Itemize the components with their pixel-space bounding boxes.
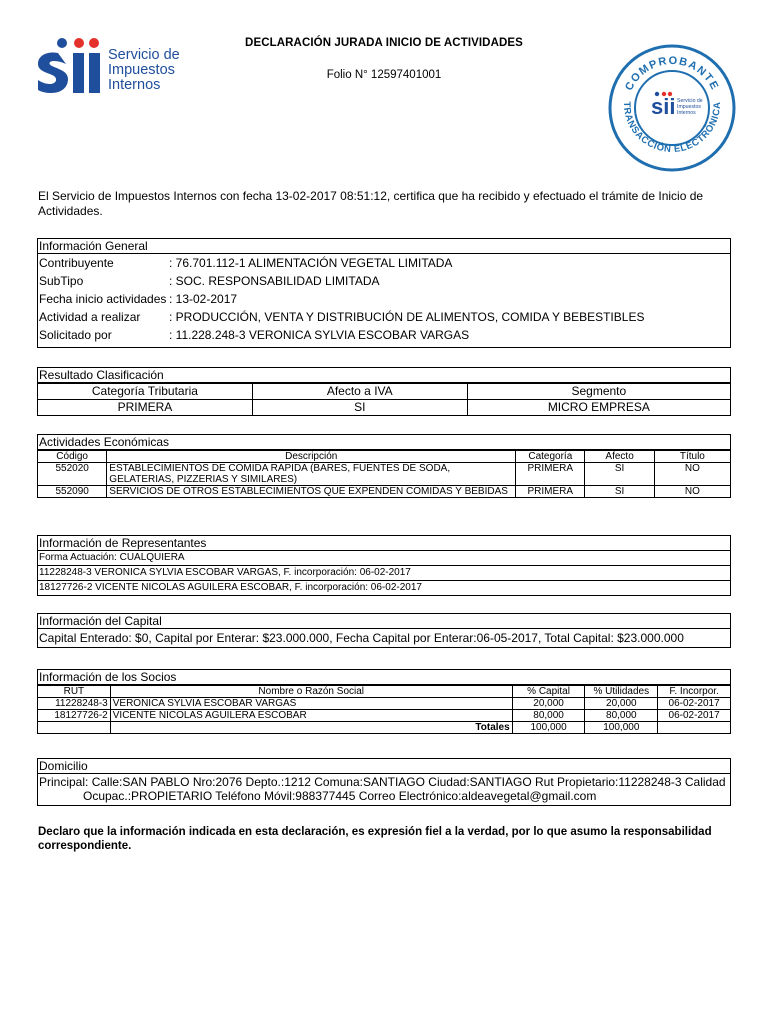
svg-text:sii: sii — [651, 94, 676, 119]
col-fecha: F. Incorpor. — [658, 686, 731, 698]
domicilio-header: Domicilio — [38, 759, 730, 774]
list-item: 11228248-3 VERONICA SYLVIA ESCOBAR VARGAS, F. incorporación: 06-02-2017 — [38, 566, 730, 581]
intro-paragraph: El Servicio de Impuestos Internos con fecha 13-02-2017 08:51:12, certifica que ha recibido y efectuado el trámite de Inicio de Actividades. — [38, 189, 704, 218]
domicilio-line1: Principal: Calle:SAN PABLO Nro:2076 Depto.:1212 Comuna:SANTIAGO Ciudad:SANTIAGO Rut Propietario:11228248-3 Calidad — [39, 775, 726, 789]
seal-logo-line2: Impuestos — [677, 104, 701, 110]
totales-row — [38, 722, 731, 734]
clasificacion-section — [37, 367, 731, 416]
socios-header: Información de los Socios — [38, 670, 730, 685]
list-item: 18127726-2 VICENTE NICOLAS AGUILERA ESCOBAR, F. incorporación: 06-02-2017 — [39, 582, 422, 593]
col-utilidades: % Utilidades — [585, 686, 658, 698]
table-row: 11228248-3 VERONICA SYLVIA ESCOBAR VARGAS 20,000 20,000 06-02-2017 — [38, 698, 731, 710]
col-afecto-iva: Afecto a IVA — [252, 384, 467, 400]
general-row: SubTipo : SOC. RESPONSABILIDAD LIMITADA — [39, 274, 380, 288]
clasificacion-table — [37, 383, 731, 416]
logo-line2: Impuestos — [108, 62, 175, 78]
total-capital: 100,000 — [512, 722, 585, 734]
seal-logo-line3: Internos — [677, 110, 696, 116]
socios-section — [37, 669, 731, 734]
totales-label: Totales — [110, 722, 512, 734]
table-row: 552090 SERVICIOS DE OTROS ESTABLECIMIENTOS QUE EXPENDEN COMIDAS Y BEBIDAS PRIMERA SI NO — [38, 486, 731, 498]
col-rut: RUT — [38, 686, 111, 698]
seal-top-text: COMPROBANTE — [623, 54, 721, 93]
col-codigo: Código — [38, 451, 107, 463]
folio-number: Folio N° 12597401001 — [326, 69, 442, 81]
general-row: Actividad a realizar : PRODUCCIÓN, VENTA Y DISTRIBUCIÓN DE ALIMENTOS, COMIDA Y BEBESTIBLES — [39, 310, 645, 324]
logo-line1: Servicio de — [108, 47, 180, 63]
general-row: Contribuyente : 76.701.112-1 ALIMENTACIÓN VEGETAL LIMITADA — [39, 256, 453, 270]
socios-table — [37, 685, 731, 734]
representantes-header: Información de Representantes — [38, 536, 730, 551]
seal-bottom-text: TRANSACCIÓN ELECTRÓNICA — [620, 101, 724, 156]
table-row: 552020 ESTABLECIMIENTOS DE COMIDA RAPIDA (BARES, FUENTES DE SODA, GELATERIAS, PIZZERIAS Y SIMILARES) PRIMERA SI NO — [38, 463, 731, 486]
col-descripcion: Descripción — [107, 451, 516, 463]
col-segmento: Segmento — [467, 384, 730, 400]
cell-segmento: MICRO EMPRESA — [467, 400, 730, 416]
col-categoria: Categoría — [516, 451, 585, 463]
document-title: DECLARACIÓN JURADA INICIO DE ACTIVIDADES — [245, 37, 523, 49]
domicilio-section — [37, 758, 731, 806]
table-row: 18127726-2 VICENTE NICOLAS AGUILERA ESCOBAR 80,000 80,000 06-02-2017 — [38, 710, 731, 722]
actividades-table — [37, 450, 731, 498]
clasificacion-header: Resultado Clasificación — [38, 368, 730, 383]
actividades-header: Actividades Económicas — [38, 435, 730, 450]
col-afecto: Afecto — [585, 451, 654, 463]
cell-categoria: PRIMERA — [38, 400, 253, 416]
col-categoria-tributaria: Categoría Tributaria — [38, 384, 253, 400]
comprobante-seal — [608, 44, 736, 172]
total-utilidades: 100,000 — [585, 722, 658, 734]
list-item: Forma Actuación: CUALQUIERA — [38, 551, 730, 566]
actividades-section — [37, 434, 731, 498]
seal-icon — [608, 44, 736, 172]
declaration-statement: Declaro que la información indicada en esta declaración, es expresión fiel a la verdad, por lo que asumo la responsabilidad correspondiente. — [38, 826, 712, 852]
seal-logo-line1: Servicio de — [677, 98, 703, 104]
general-info-header: Información General — [38, 239, 730, 254]
general-row: Fecha inicio actividades : 13-02-2017 — [39, 292, 238, 306]
representantes-section — [37, 535, 731, 596]
col-capital: % Capital — [512, 686, 585, 698]
col-titulo: Título — [654, 451, 730, 463]
general-info-section — [37, 238, 731, 348]
col-nombre: Nombre o Razón Social — [110, 686, 512, 698]
capital-section — [37, 613, 731, 648]
capital-header: Información del Capital — [38, 614, 730, 629]
svg-text:COMPROBANTE — [623, 55, 721, 93]
cell-afecto: SI — [252, 400, 467, 416]
capital-text: Capital Enterado: $0, Capital por Enterar: $23.000.000, Fecha Capital por Enterar:06-05-2017, Total Capital: $23.000.000 — [39, 631, 684, 645]
domicilio-line2: Ocupac.:PROPIETARIO Teléfono Móvil:988377445 Correo Electrónico:aldeavegetal@gmail.com — [83, 789, 597, 803]
logo-line3: Internos — [108, 77, 161, 93]
general-row: Solicitado por : 11.228.248-3 VERONICA SYLVIA ESCOBAR VARGAS — [39, 328, 470, 342]
